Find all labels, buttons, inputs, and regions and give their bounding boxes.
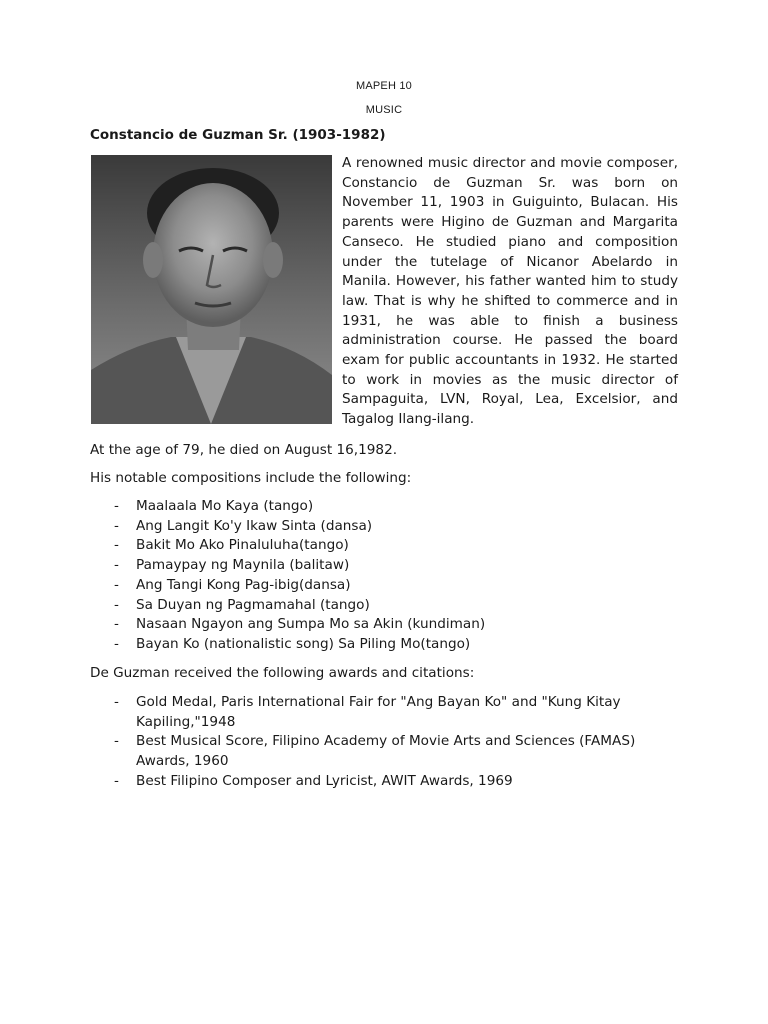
death-statement: At the age of 79, he died on August 16,1982. xyxy=(90,442,398,458)
portrait-photo xyxy=(91,155,332,424)
list-item xyxy=(0,556,676,576)
dash-bullet: - xyxy=(114,694,119,710)
composition-title: Ang Langit Ko'y Ikaw Sinta (dansa) xyxy=(136,517,373,534)
compositions-list xyxy=(0,497,676,655)
award-text: Best Filipino Composer and Lyricist, AWIT Awards, 1969 xyxy=(136,772,513,789)
awards-list xyxy=(0,693,676,792)
composition-title: Ang Tangi Kong Pag-ibig(dansa) xyxy=(136,576,351,593)
dash-bullet: - xyxy=(114,596,119,613)
dash-bullet: - xyxy=(114,635,119,652)
section-heading: Constancio de Guzman Sr. (1903-1982) xyxy=(90,127,386,143)
list-item xyxy=(0,635,676,655)
composition-title: Pamaypay ng Maynila (balitaw) xyxy=(136,557,350,574)
list-item xyxy=(0,576,676,596)
list-item xyxy=(0,517,676,537)
dash-bullet: - xyxy=(114,576,119,593)
subject-title: MAPEH 10 xyxy=(355,80,412,92)
composition-title: Sa Duyan ng Pagmamahal (tango) xyxy=(136,596,370,613)
awards-intro: De Guzman received the following awards and citations: xyxy=(90,665,475,681)
dash-bullet: - xyxy=(114,517,119,534)
dash-bullet: - xyxy=(114,733,119,750)
dash-bullet: - xyxy=(114,616,119,633)
portrait-illustration xyxy=(91,155,332,424)
composition-title: Maalaala Mo Kaya (tango) xyxy=(136,498,314,514)
composition-title: Bayan Ko (nationalistic song) Sa Piling Mo(tango) xyxy=(136,635,471,652)
dash-bullet: - xyxy=(114,498,119,514)
composition-title: Bakit Mo Ako Pinaluluha(tango) xyxy=(136,537,349,554)
dash-bullet: - xyxy=(114,537,119,554)
award-text: Best Musical Score, Filipino Academy of Movie Arts and Sciences (FAMAS) Awards, 1960 xyxy=(136,733,636,770)
dash-bullet: - xyxy=(114,557,119,574)
list-item xyxy=(0,536,676,556)
list-item xyxy=(0,772,676,792)
list-item xyxy=(0,732,676,771)
list-item xyxy=(0,693,676,732)
dash-bullet: - xyxy=(114,772,119,789)
list-item xyxy=(0,497,676,517)
composition-title: Nasaan Ngayon ang Sumpa Mo sa Akin (kundiman) xyxy=(136,616,486,633)
award-text: Gold Medal, Paris International Fair for "Ang Bayan Ko" and "Kung Kitay Kapiling,"1948 xyxy=(136,694,621,730)
list-item xyxy=(0,615,676,635)
list-item xyxy=(0,596,676,616)
compositions-intro: His notable compositions include the following: xyxy=(90,470,412,486)
subject-area: MUSIC xyxy=(365,104,403,116)
biography-paragraph: A renowned music director and movie composer, Constancio de Guzman Sr. was born on November 11, 1903 in Guiguinto, Bulacan. His parents were Higino de Guzman and Margarita Canseco. He studied piano and composition under the tutelage of Nicanor Abelardo in Manila. However, his father wanted him to study law. That is why he shifted to commerce and in 1931, he was able to finish a business administration course. He passed the board exam for public accountants in 1932. He started to work in movies as the music director of Sampaguita, LVN, Royal, Lea, Excelsior, and Tagalog Ilang-ilang. xyxy=(342,155,678,428)
